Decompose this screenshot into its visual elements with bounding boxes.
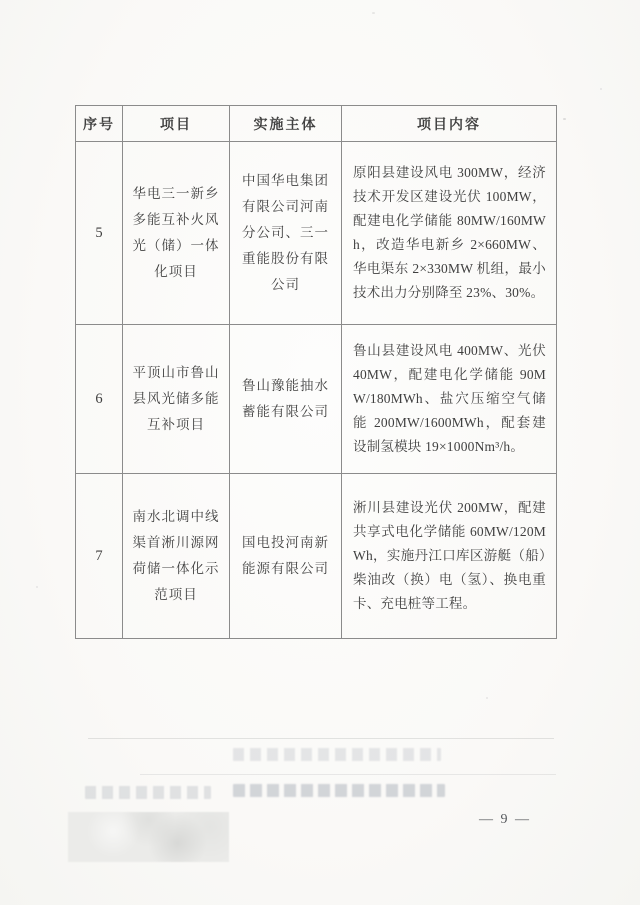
bleedthrough-text-line <box>233 784 445 797</box>
col-header-implementer: 实施主体 <box>230 106 342 142</box>
row-index-cell: 7 <box>76 474 123 639</box>
col-header-content: 项目内容 <box>342 106 557 142</box>
col-header-index: 序号 <box>76 106 123 142</box>
scan-speck <box>36 586 38 588</box>
col-header-project: 项目 <box>123 106 230 142</box>
projects-table <box>75 105 557 639</box>
scan-speck <box>486 697 488 699</box>
table-row <box>76 474 557 639</box>
bleedthrough-rule <box>140 774 556 775</box>
scan-speck <box>372 12 375 14</box>
project-name-cell: 平顶山市鲁山县风光储多能互补项目 <box>123 325 230 474</box>
implementer-cell: 中国华电集团有限公司河南分公司、三一重能股份有限公司 <box>230 142 342 325</box>
bleedthrough-text-line <box>85 786 211 799</box>
implementer-cell: 鲁山豫能抽水蓄能有限公司 <box>230 325 342 474</box>
bleedthrough-rule <box>88 738 554 739</box>
row-index-cell: 6 <box>76 325 123 474</box>
table-row <box>76 325 557 474</box>
implementer-cell: 国电投河南新能源有限公司 <box>230 474 342 639</box>
project-name-cell: 华电三一新乡多能互补火风光（储）一体化项目 <box>123 142 230 325</box>
bleedthrough-text-line <box>233 748 441 761</box>
scan-speck <box>563 118 566 120</box>
page-number: — 9 — <box>479 812 531 827</box>
table-header-row <box>76 106 557 142</box>
scan-speck <box>600 88 602 90</box>
project-name-cell: 南水北调中线渠首淅川源网荷储一体化示范项目 <box>123 474 230 639</box>
table-row <box>76 142 557 325</box>
row-index-cell: 5 <box>76 142 123 325</box>
scan-artifact-blob <box>68 812 229 862</box>
project-content-cell: 淅川县建设光伏 200MW，配建共享式电化学储能 60MW/120MWh，实施丹江口库区游艇（船）柴油改（换）电（氢）、换电重卡、充电桩等工程。 <box>342 474 557 639</box>
project-content-cell: 原阳县建设风电 300MW，经济技术开发区建设光伏 100MW，配建电化学储能 80MW/160MWh，改造华电新乡 2×660MW、华电渠东 2×330MW 机组，最小技术出力分别降至 23%、30%。 <box>342 142 557 325</box>
project-content-cell: 鲁山县建设风电 400MW、光伏 40MW，配建电化学储能 90MW/180MWh、盐穴压缩空气储能 200MW/1600MWh，配套建设制氢模块 19×1000Nm³/h。 <box>342 325 557 474</box>
